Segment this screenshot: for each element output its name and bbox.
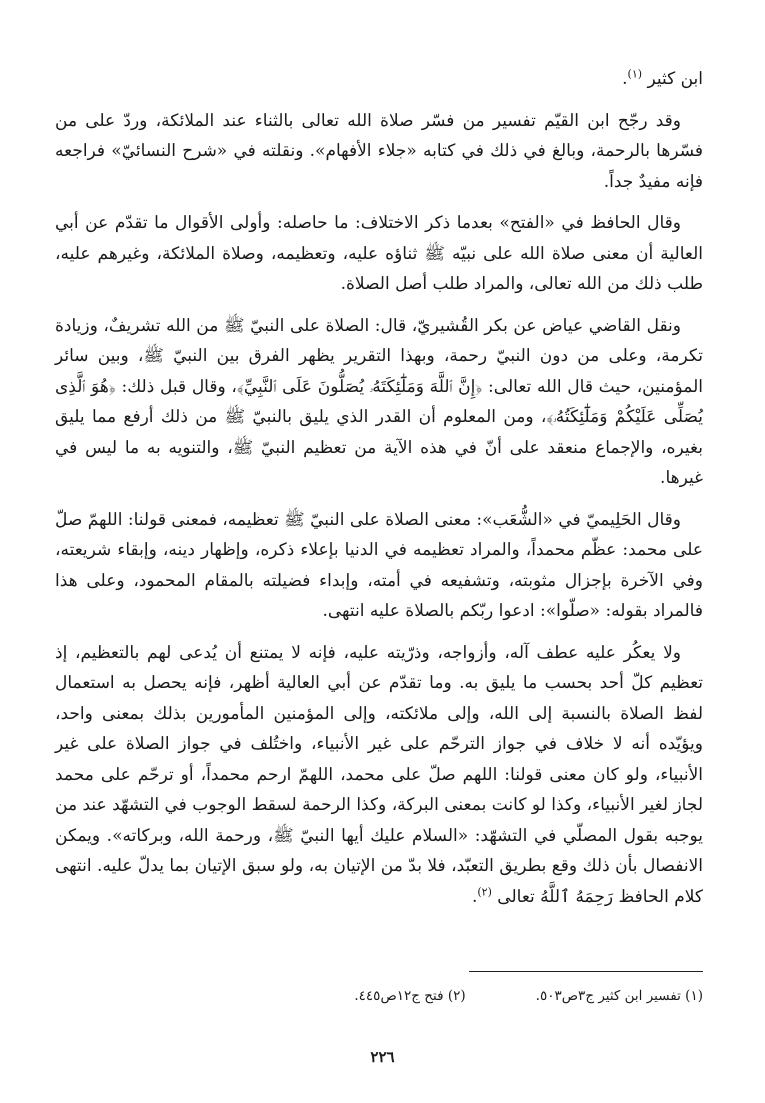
paragraph-text: وقال الحَلِيميّ في «الشُّعَب»: معنى الصلاة على النبيّ ﷺ تعظيمه، فمعنى قولنا: اللهمّ صلّ على محمد: عظّم محمداً، والمراد تعظيمه في الدنيا بإعلاء ذكره، وإظهار دينه، وإبقاء شريعته، وفي الآخرة بإجزال مثوبته، وتشفيعه في أمته، وإبداء فضيلته بالمقام المحمود، وعلى هذا فالمراد بقوله: «صلّوا»: ادعوا ربّكم بالصلاة عليه انتهى. — [55, 509, 703, 621]
paragraph-text: . — [471, 886, 478, 907]
paragraph-p2 — [55, 208, 703, 300]
paragraph-text: ابن كثير — [642, 69, 703, 89]
footnote-number: (٢) — [447, 988, 466, 1004]
paragraph-text: ونقل القاضي عياض عن بكر القُشيريّ، قال: الصلاة على النبيّ ﷺ من الله تشريفٌ، وزيادة تكرمة، وعلى من دون النبيّ رحمة، وبهذا التقرير يظهر الفرق بين النبيّ ﷺ، وبين سائر المؤمنين، حيث قال الله تعالى: ﴿إِنَّ ٱللَّهَ وَمَلَٰٓئِكَتَهُۥ يُصَلُّونَ عَلَى ٱلنَّبِيِّ﴾، وقال قبل ذلك: ﴿هُوَ ٱلَّذِى يُصَلِّى عَلَيْكُمْ وَمَلَٰٓئِكَتُهُۥ﴾، ومن المعلوم أن القدر الذي يليق بالنبيّ ﷺ من ذلك أرفع مما يليق بغيره، والإجماع منعقد على أنّ في هذه الآية من تعظيم النبيّ ﷺ، والتنويه به ما ليس في غيرها. — [55, 315, 703, 488]
paragraph-text: . — [622, 69, 628, 89]
paragraph-p3 — [55, 311, 703, 494]
paragraph-text: وقال الحافظ في «الفتح» بعدما ذكر الاختلاف: ما حاصله: وأولى الأقوال ما تقدّم عن أبي العالية أن معنى صلاة الله على نبيّه ﷺ ثناؤه عليه، وتعظيمه، وصلاة الملائكة، وغيرهم عليه، طلب ذلك من الله تعالى، والمراد طلب أصل الصلاة. — [55, 213, 703, 294]
footnote-separator — [469, 971, 703, 972]
paragraph-p5 — [55, 638, 703, 913]
footnote-text: تفسير ابن كثير ج٣ص٥٠٣. — [535, 988, 681, 1004]
footnote-item — [536, 988, 703, 1004]
footnote-text: فتح ج١٢ص٤٤٥. — [354, 988, 444, 1004]
paragraph-p0 — [55, 64, 703, 95]
footnote-reference: (١) — [627, 67, 643, 81]
body-text — [55, 64, 703, 923]
paragraph-p4 — [55, 505, 703, 627]
footnote-number: (١) — [685, 988, 703, 1004]
paragraph-text: وقد رجّح ابن القيّم تفسير من فسّر صلاة الله تعالى بالثناء عند الملائكة، وردّ على من فسّرها بالرحمة، وبالغ في ذلك في كتابه «جلاء الأفهام». ونقلته في «شرح النسائيّ» فراجعه فإنه مفيدٌ جداً. — [55, 110, 703, 192]
paragraph-text: ولا يعكُر عليه عطف آله، وأزواجه، وذرّيته عليه، فإنه لا يمتنع أن يُدعى لهم بالتعظيم، إذ تعظيم كلّ أحد بحسب ما يليق به. وما تقدّم عن أبي العالية أظهر، فإنه يحصل به استعمال لفظ الصلاة بالنسبة إلى الله، وإلى ملائكته، وإلى المؤمنين المأمورين بذلك بمعنى واحد، ويؤيّده أنه لا خلاف في جواز الترحّم على غير الأنبياء، واختُلف في جواز الصلاة على غير الأنبياء، ولو كان معنى قولنا: اللهم صلّ على محمد، اللهمّ ارحم محمداً، أو ترحّم على محمد لجاز لغير الأنبياء، وكذا لو كانت بمعنى البركة، وكذا الرحمة لسقط الوجوب في التشهّد عند من يوجبه بقول المصلّي في التشهّد: «السلام عليك أيها النبيّ ﷺ، ورحمة الله، وبركاته». ويمكن الانفصال بأن ذلك وقع بطريق التعبّد، فلا بدّ من الإتيان به، ولو سبق الإتيان بما يدلّ عليه. انتهى كلام الحافظ رَحِمَهُ ٱللَّهُ تعالى — [55, 642, 703, 907]
page-number: ٢٢٦ — [370, 1048, 395, 1066]
paragraph-p1 — [55, 106, 703, 198]
footnote-item — [354, 988, 465, 1004]
footnotes — [63, 988, 703, 1004]
footnote-reference: (٢) — [477, 884, 492, 898]
